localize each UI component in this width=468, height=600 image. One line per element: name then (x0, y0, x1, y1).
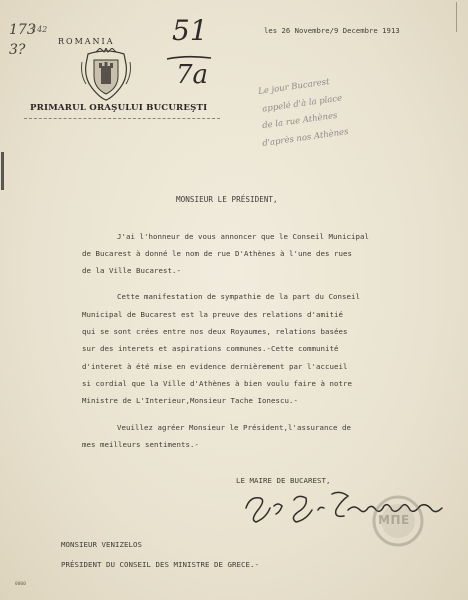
body-line: Municipal de Bucarest est la preuve des relations d'amitié (82, 310, 343, 319)
signatory-title: LE MAIRE DE BUCAREST, (236, 476, 331, 485)
body-line: Ministre de L'Interieur,Monsieur Tache Ionescu.- (82, 396, 298, 405)
archive-stamp-label: ΜΠΕ (378, 513, 410, 527)
letterhead-country: ROMANIA (58, 37, 115, 46)
archive-number: 0000 (15, 582, 26, 587)
letterhead-office: PRIMARUL ORAŞULUI BUCUREŞTI (30, 103, 208, 113)
coat-of-arms-icon (78, 48, 134, 102)
body-line: de Bucarest à donné le nom de rue D'Athènes à l'une des rues (82, 249, 352, 258)
body-line: qui se sont crées entre nos deux Royaumes, relations basées (82, 327, 348, 336)
body-line: mes meilleurs sentiments.- (82, 440, 199, 449)
date-line: les 26 Novembre/9 Decembre 1913 (264, 26, 400, 35)
body-line: d'interet à été mise en evidence dernièrement par l'accueil (82, 362, 348, 371)
addressee-name: MONSIEUR VENIZELOS (61, 540, 142, 549)
handwritten-number-bottom: 7a (176, 60, 209, 90)
reference-number-bottom: 3? (9, 42, 26, 58)
pencil-note-line-1: Le jour Bucarest (257, 77, 331, 97)
body-line: si cordial que la Ville d'Athènes à bien voulu faire à notre (82, 379, 352, 388)
body-line: J'ai l'honneur de vous annoncer que le Conseil Municipal (117, 232, 369, 241)
reference-number-top: 173 (9, 22, 36, 38)
body-line: Cette manifestation de sympathie de la part du Conseil (117, 292, 360, 301)
page-edge-mark (456, 2, 457, 32)
body-line: de la Ville Bucarest.- (82, 266, 181, 275)
body-line: sur des interets et aspirations communes.-Cette communité (82, 344, 339, 353)
body-line: Veuillez agréer Monsieur le Président,l'assurance de (117, 423, 351, 432)
pencil-note-line-4: d'après nos Athènes (261, 127, 350, 149)
pencil-note-line-3: de la rue Athènes (261, 110, 339, 132)
salutation: MONSIEUR LE PRÉSIDENT, (176, 195, 278, 204)
addressee-role: PRÉSIDENT DU CONSEIL DES MINISTRE DE GRECE.- (61, 560, 259, 569)
letterhead-rule (24, 118, 220, 119)
margin-mark (1, 152, 4, 190)
handwritten-number-top: 51 (172, 14, 208, 47)
pencil-note-line-2: appelé d'à la place (261, 93, 343, 115)
reference-number-alt: 142 (32, 25, 48, 34)
